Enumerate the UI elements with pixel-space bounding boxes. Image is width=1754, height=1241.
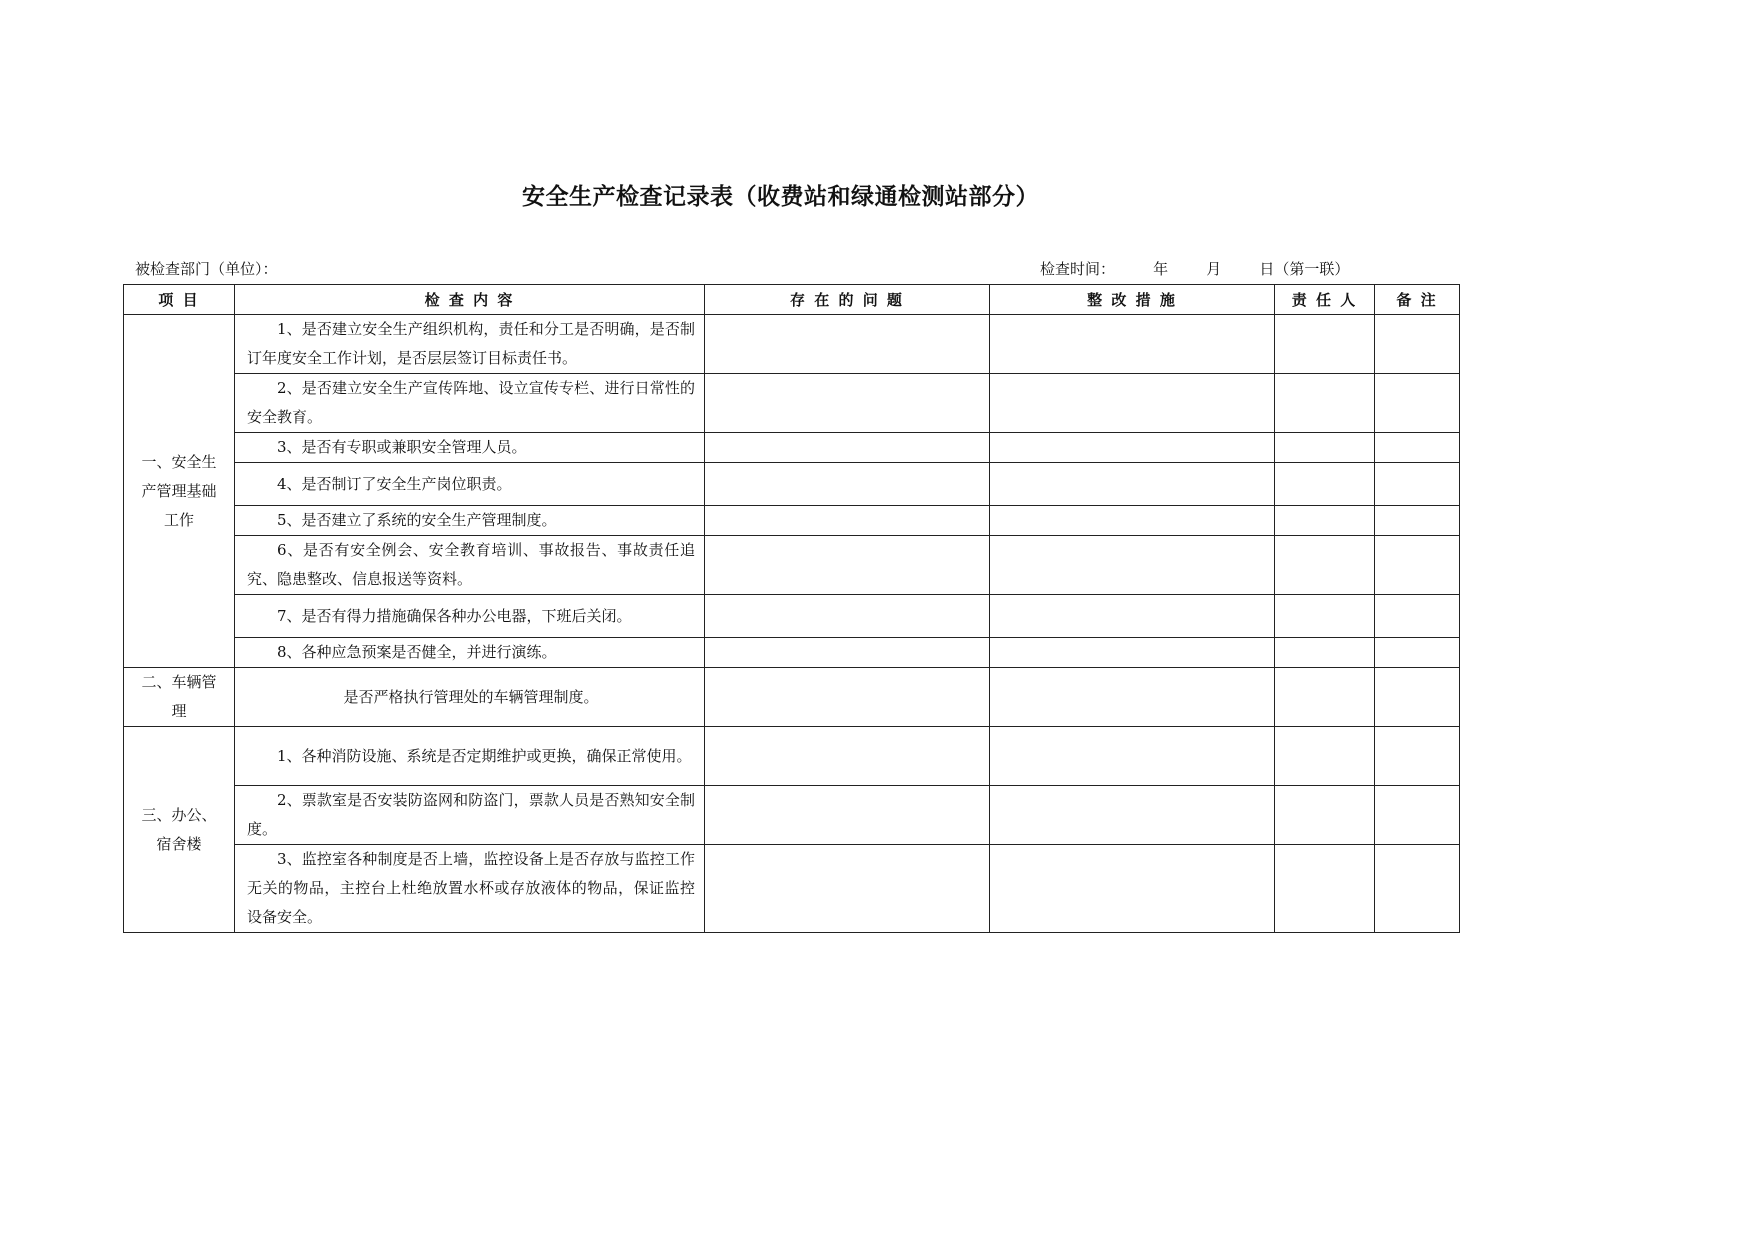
responsible-cell[interactable] [1275, 638, 1375, 668]
responsible-cell[interactable] [1275, 845, 1375, 933]
measures-cell[interactable] [990, 536, 1275, 595]
table-row [124, 315, 1460, 374]
problems-cell[interactable] [705, 845, 990, 933]
table-row [124, 786, 1460, 845]
content-cell: 2、票款室是否安装防盗网和防盗门，票款人员是否熟知安全制度。 [235, 786, 705, 845]
responsible-cell[interactable] [1275, 668, 1375, 727]
content-cell: 是否严格执行管理处的车辆管理制度。 [235, 668, 705, 727]
responsible-cell[interactable] [1275, 506, 1375, 536]
content-cell: 3、是否有专职或兼职安全管理人员。 [235, 433, 705, 463]
problems-cell[interactable] [705, 463, 990, 506]
remarks-cell[interactable] [1375, 463, 1460, 506]
header-measures: 整 改 措 施 [990, 285, 1275, 315]
header-content: 检 查 内 容 [235, 285, 705, 315]
remarks-cell[interactable] [1375, 638, 1460, 668]
table-row [124, 668, 1460, 727]
measures-cell[interactable] [990, 433, 1275, 463]
table-row [124, 536, 1460, 595]
problems-cell[interactable] [705, 374, 990, 433]
measures-cell[interactable] [990, 786, 1275, 845]
header-problems: 存 在 的 问 题 [705, 285, 990, 315]
responsible-cell[interactable] [1275, 374, 1375, 433]
inspection-time-label: 检查时间： 年 月 日（第一联） [1040, 260, 1350, 278]
content-cell: 4、是否制订了安全生产岗位职责。 [235, 463, 705, 506]
measures-cell[interactable] [990, 506, 1275, 536]
measures-cell[interactable] [990, 315, 1275, 374]
remarks-cell[interactable] [1375, 374, 1460, 433]
problems-cell[interactable] [705, 668, 990, 727]
remarks-cell[interactable] [1375, 668, 1460, 727]
remarks-cell[interactable] [1375, 536, 1460, 595]
measures-cell[interactable] [990, 727, 1275, 786]
problems-cell[interactable] [705, 433, 990, 463]
content-cell: 3、监控室各种制度是否上墙，监控设备上是否存放与监控工作无关的物品，主控台上杜绝放置水杯或存放液体的物品，保证监控设备安全。 [235, 845, 705, 933]
responsible-cell[interactable] [1275, 595, 1375, 638]
measures-cell[interactable] [990, 668, 1275, 727]
inspection-record-table [123, 284, 1460, 933]
item-cell-office-dormitory [124, 727, 235, 933]
responsible-cell[interactable] [1275, 786, 1375, 845]
item-cell-vehicle-management [124, 668, 235, 727]
remarks-cell[interactable] [1375, 727, 1460, 786]
table-row [124, 595, 1460, 638]
table-row [124, 845, 1460, 933]
measures-cell[interactable] [990, 374, 1275, 433]
problems-cell[interactable] [705, 506, 990, 536]
table-row [124, 638, 1460, 668]
responsible-cell[interactable] [1275, 536, 1375, 595]
measures-cell[interactable] [990, 845, 1275, 933]
table-row [124, 506, 1460, 536]
remarks-cell[interactable] [1375, 595, 1460, 638]
table-row [124, 433, 1460, 463]
header-responsible: 责 任 人 [1275, 285, 1375, 315]
header-remarks: 备 注 [1375, 285, 1460, 315]
problems-cell[interactable] [705, 727, 990, 786]
measures-cell[interactable] [990, 638, 1275, 668]
content-cell: 7、是否有得力措施确保各种办公电器，下班后关闭。 [235, 595, 705, 638]
table-row [124, 463, 1460, 506]
item-cell-basic-work [124, 315, 235, 668]
problems-cell[interactable] [705, 595, 990, 638]
problems-cell[interactable] [705, 638, 990, 668]
problems-cell[interactable] [705, 786, 990, 845]
problems-cell[interactable] [705, 536, 990, 595]
item-label: 一、安全生产管理基础工作 [141, 452, 217, 529]
inspected-unit-label: 被检查部门（单位）： [135, 260, 278, 278]
problems-cell[interactable] [705, 315, 990, 374]
measures-cell[interactable] [990, 595, 1275, 638]
content-cell: 6、是否有安全例会、安全教育培训、事故报告、事故责任追究、隐患整改、信息报送等资料。 [235, 536, 705, 595]
responsible-cell[interactable] [1275, 315, 1375, 374]
remarks-cell[interactable] [1375, 315, 1460, 374]
remarks-cell[interactable] [1375, 845, 1460, 933]
measures-cell[interactable] [990, 463, 1275, 506]
content-cell: 1、各种消防设施、系统是否定期维护或更换，确保正常使用。 [235, 727, 705, 786]
responsible-cell[interactable] [1275, 433, 1375, 463]
responsible-cell[interactable] [1275, 463, 1375, 506]
table-row [124, 374, 1460, 433]
table-row [124, 727, 1460, 786]
item-label: 三、办公、宿舍楼 [141, 805, 217, 853]
table-header-row [124, 285, 1460, 315]
content-cell: 1、是否建立安全生产组织机构，责任和分工是否明确，是否制订年度安全工作计划，是否层层签订目标责任书。 [235, 315, 705, 374]
document-title: 安全生产检查记录表（收费站和绿通检测站部分） [522, 184, 1039, 210]
remarks-cell[interactable] [1375, 786, 1460, 845]
content-cell: 8、各种应急预案是否健全，并进行演练。 [235, 638, 705, 668]
content-cell: 5、是否建立了系统的安全生产管理制度。 [235, 506, 705, 536]
responsible-cell[interactable] [1275, 727, 1375, 786]
header-item: 项 目 [124, 285, 235, 315]
content-cell: 2、是否建立安全生产宣传阵地、设立宣传专栏、进行日常性的安全教育。 [235, 374, 705, 433]
item-label: 二、车辆管理 [141, 673, 217, 720]
remarks-cell[interactable] [1375, 433, 1460, 463]
remarks-cell[interactable] [1375, 506, 1460, 536]
